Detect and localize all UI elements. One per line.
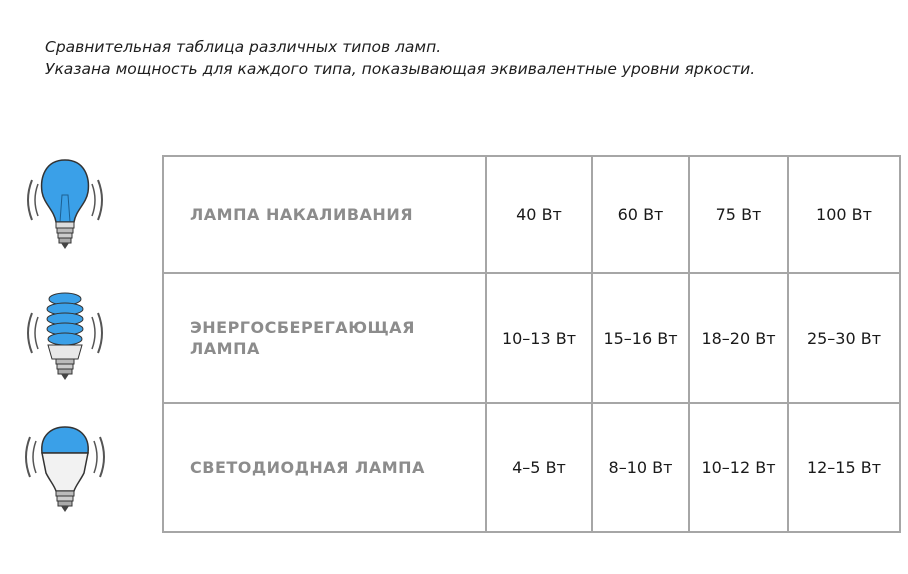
wattage-cell: 18–20 Вт bbox=[689, 273, 788, 403]
wattage-cell: 4–5 Вт bbox=[486, 403, 592, 532]
wattage-cell: 12–15 Вт bbox=[788, 403, 900, 532]
lamp-type-label: ЛАМПА НАКАЛИВАНИЯ bbox=[163, 156, 486, 273]
table-row bbox=[163, 273, 900, 403]
wattage-cell: 8–10 Вт bbox=[592, 403, 689, 532]
wattage-cell: 100 Вт bbox=[788, 156, 900, 273]
energy-saving-bulb-icon bbox=[20, 285, 110, 395]
wattage-cell: 75 Вт bbox=[689, 156, 788, 273]
table-row bbox=[163, 156, 900, 273]
wattage-cell: 60 Вт bbox=[592, 156, 689, 273]
led-bulb-icon bbox=[20, 415, 110, 525]
lamp-type-label: ЭНЕРГОСБЕРЕГАЮЩАЯ ЛАМПА bbox=[163, 273, 486, 403]
wattage-cell: 10–13 Вт bbox=[486, 273, 592, 403]
incandescent-bulb-icon bbox=[20, 150, 110, 260]
caption bbox=[45, 36, 755, 80]
comparison-table bbox=[162, 155, 901, 533]
lamp-type-label: СВЕТОДИОДНАЯ ЛАМПА bbox=[163, 403, 486, 532]
wattage-cell: 10–12 Вт bbox=[689, 403, 788, 532]
wattage-cell: 25–30 Вт bbox=[788, 273, 900, 403]
wattage-cell: 40 Вт bbox=[486, 156, 592, 273]
wattage-cell: 15–16 Вт bbox=[592, 273, 689, 403]
caption-line-2: Указана мощность для каждого типа, показывающая эквивалентные уровни яркости. bbox=[45, 60, 756, 78]
table-row bbox=[163, 403, 900, 532]
caption-line-1: Сравнительная таблица различных типов ламп. bbox=[45, 38, 442, 56]
